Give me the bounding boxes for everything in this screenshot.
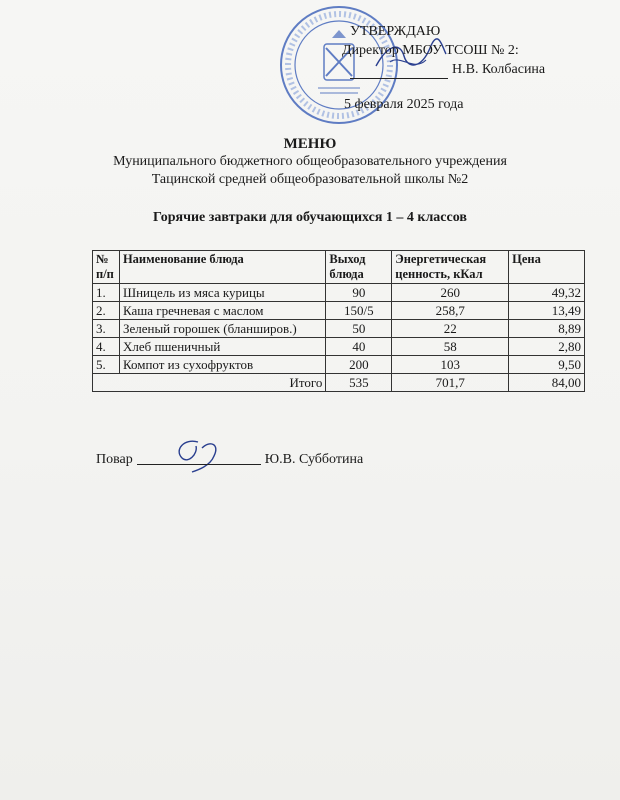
document-header xyxy=(0,135,620,227)
row-num: 1. xyxy=(93,284,120,302)
row-yield: 150/5 xyxy=(326,302,392,320)
signature-underline xyxy=(350,64,448,79)
total-label: Итого xyxy=(93,374,326,392)
row-price: 8,89 xyxy=(509,320,585,338)
menu-subtitle: Горячие завтраки для обучающихся 1 – 4 классов xyxy=(153,210,467,225)
row-dish-name: Компот из сухофруктов xyxy=(119,356,325,374)
header-num: № п/п xyxy=(93,251,120,284)
row-dish-name: Каша гречневая с маслом xyxy=(119,302,325,320)
row-price: 2,80 xyxy=(509,338,585,356)
row-num: 2. xyxy=(93,302,120,320)
menu-table xyxy=(92,250,585,392)
row-num: 3. xyxy=(93,320,120,338)
table-row xyxy=(93,284,585,302)
header-price: Цена xyxy=(509,251,585,284)
header-energy: Энергетическая ценность, кКал xyxy=(392,251,509,284)
approval-block xyxy=(340,22,580,114)
row-price: 9,50 xyxy=(509,356,585,374)
header-yield: Выход блюда xyxy=(326,251,392,284)
cook-role: Повар xyxy=(96,452,133,467)
row-yield: 50 xyxy=(326,320,392,338)
row-price: 49,32 xyxy=(509,284,585,302)
table-row xyxy=(93,338,585,356)
row-energy: 258,7 xyxy=(392,302,509,320)
row-yield: 200 xyxy=(326,356,392,374)
total-yield: 535 xyxy=(326,374,392,392)
row-num: 5. xyxy=(93,356,120,374)
row-dish-name: Шницель из мяса курицы xyxy=(119,284,325,302)
approval-position: Директор МБОУ ТСОШ № 2: xyxy=(342,43,519,58)
org-name-line-2: Тацинской средней общеобразовательной школы №2 xyxy=(151,172,469,187)
header-dish-name: Наименование блюда xyxy=(119,251,325,284)
row-yield: 90 xyxy=(326,284,392,302)
page-title: МЕНЮ xyxy=(283,136,337,152)
approval-name: Н.В. Колбасина xyxy=(452,62,546,77)
row-energy: 260 xyxy=(392,284,509,302)
row-energy: 103 xyxy=(392,356,509,374)
table-row xyxy=(93,356,585,374)
table-total-row xyxy=(93,374,585,392)
total-price: 84,00 xyxy=(509,374,585,392)
row-yield: 40 xyxy=(326,338,392,356)
total-energy: 701,7 xyxy=(392,374,509,392)
approval-signature-line xyxy=(340,60,580,79)
row-dish-name: Хлеб пшеничный xyxy=(119,338,325,356)
table-header-row xyxy=(93,251,585,284)
table-row xyxy=(93,302,585,320)
row-price: 13,49 xyxy=(509,302,585,320)
cook-signature-line xyxy=(137,450,261,465)
approval-date: 5 февраля 2025 года xyxy=(344,97,464,112)
table-row xyxy=(93,320,585,338)
org-name-line-1: Муниципального бюджетного общеобразовательного учреждения xyxy=(113,154,507,169)
cook-signature-block xyxy=(96,450,363,468)
row-energy: 58 xyxy=(392,338,509,356)
approval-label: УТВЕРЖДАЮ xyxy=(350,24,441,39)
row-dish-name: Зеленый горошек (бланширов.) xyxy=(119,320,325,338)
row-num: 4. xyxy=(93,338,120,356)
cook-name: Ю.В. Субботина xyxy=(264,452,364,467)
row-energy: 22 xyxy=(392,320,509,338)
